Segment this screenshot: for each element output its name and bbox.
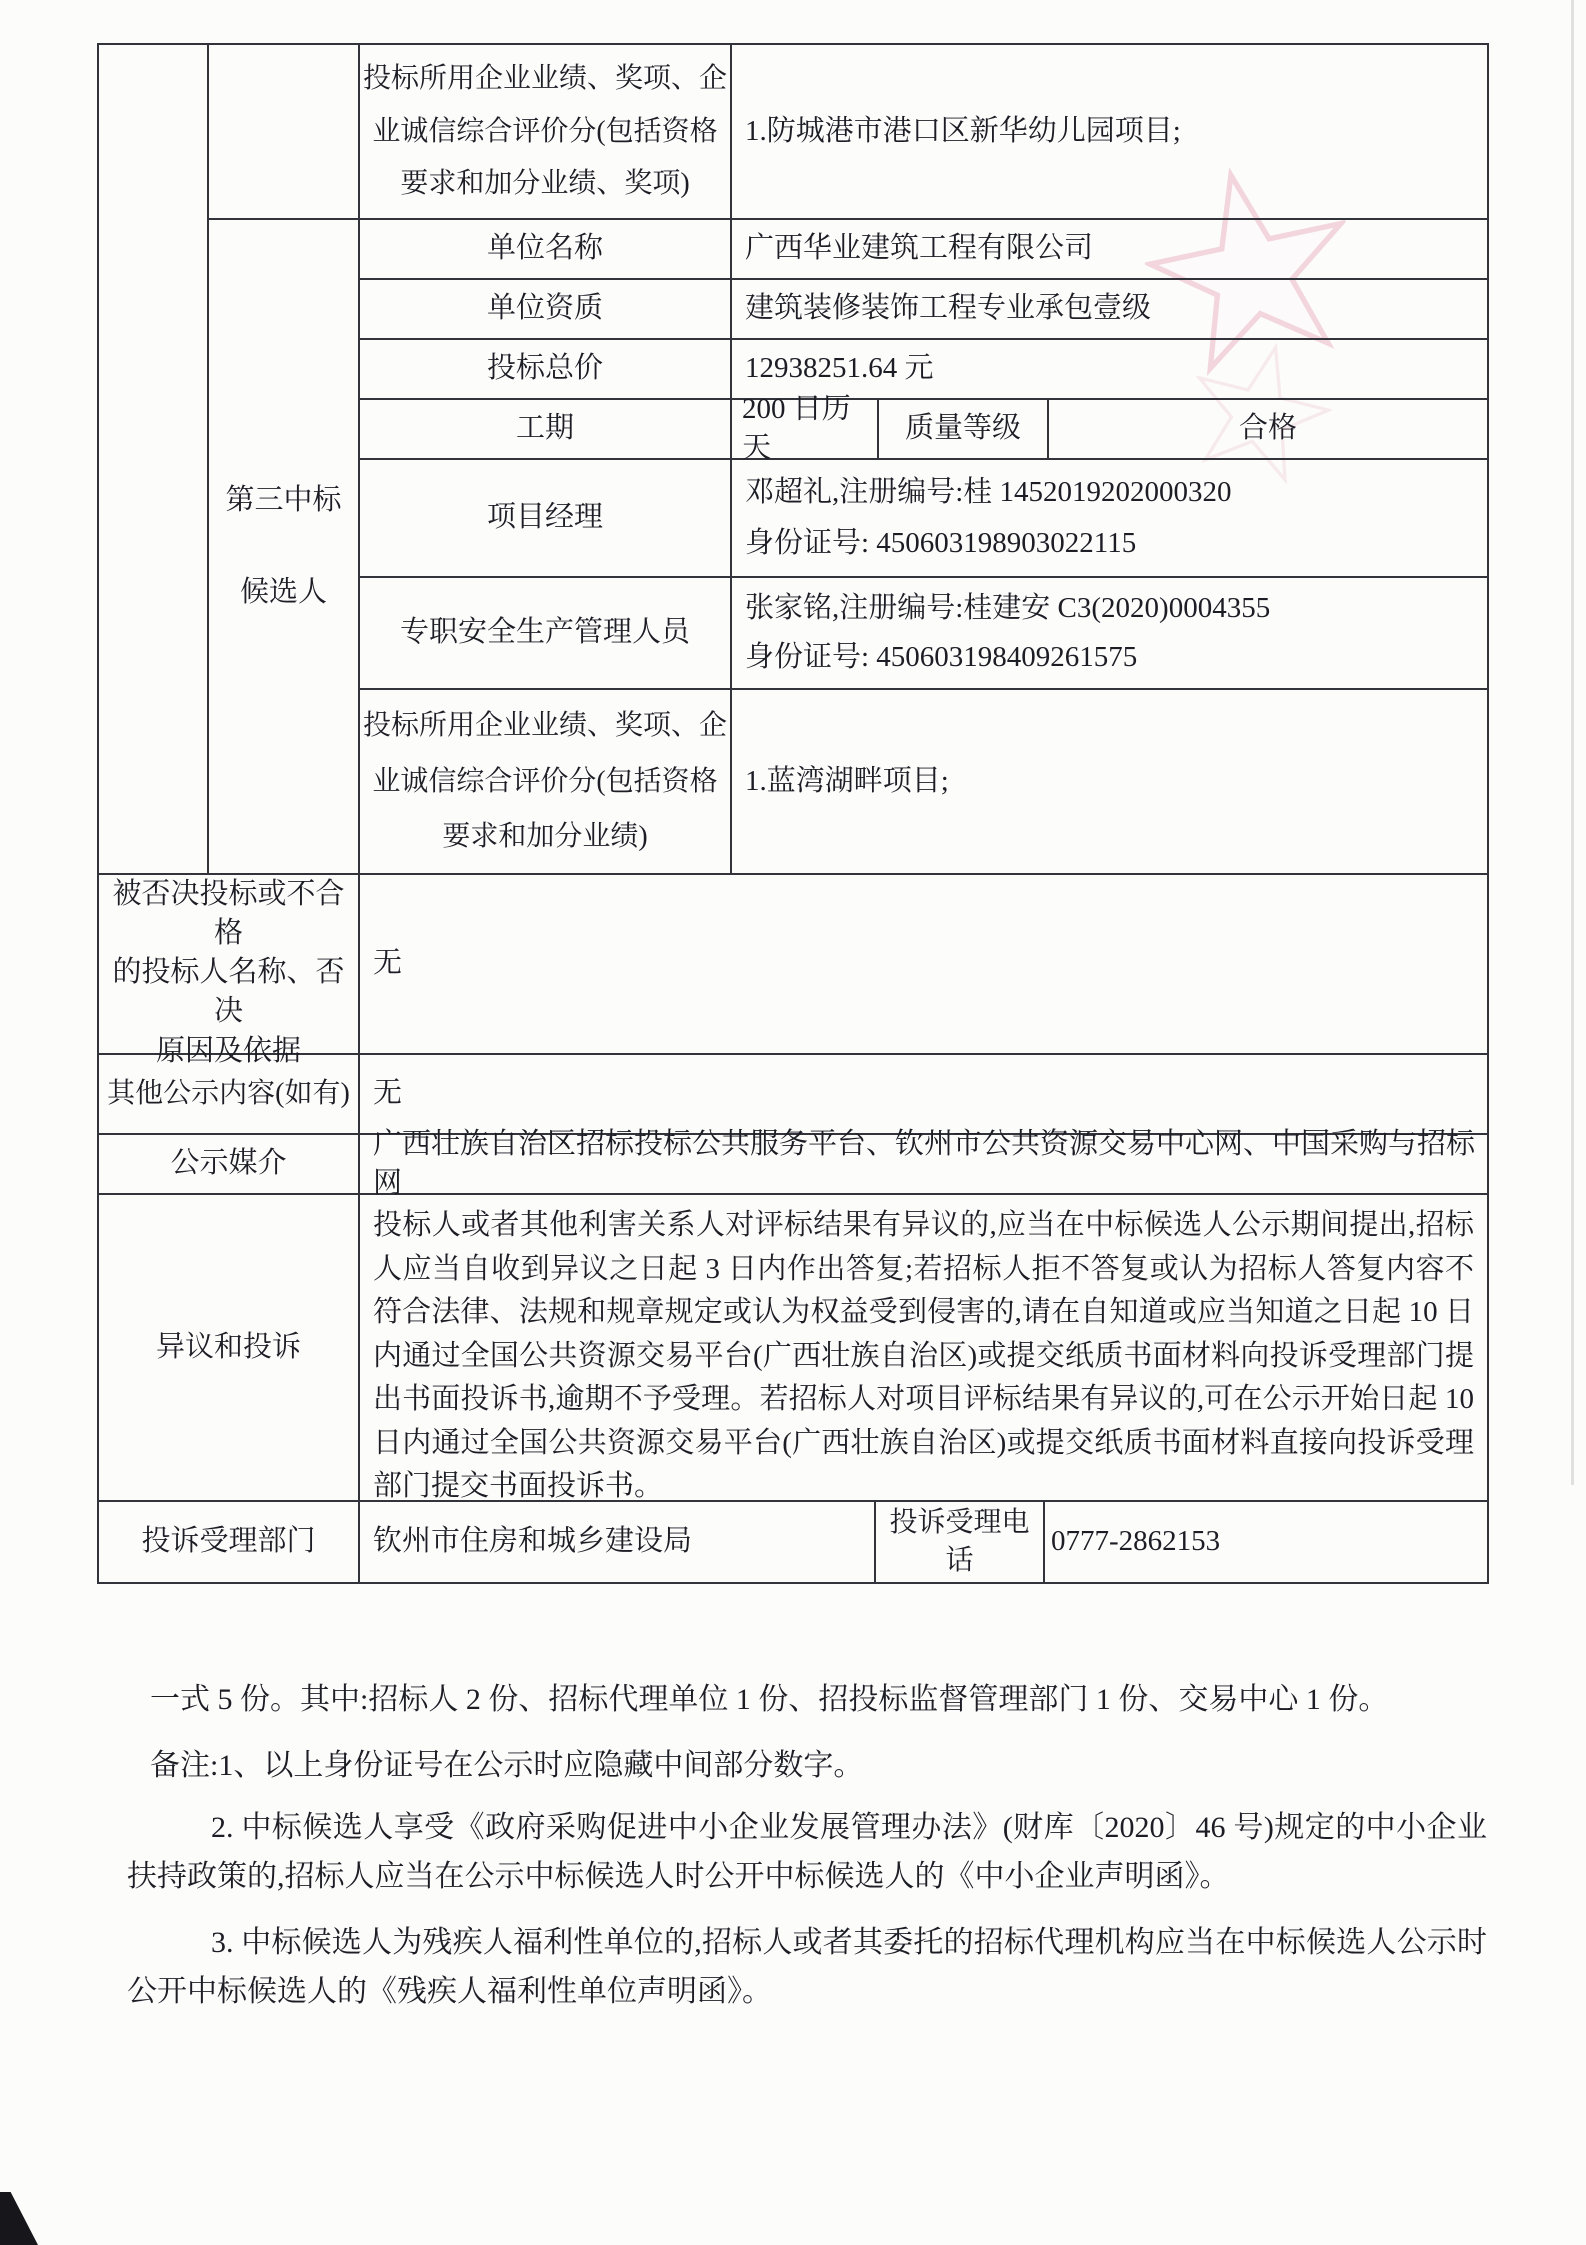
perf-bottom-value: 1.蓝湾湖畔项目; — [732, 690, 1487, 875]
duration-value: 200 日历天 — [732, 400, 879, 460]
complaint-phone-label: 投诉受理电话 — [876, 1502, 1045, 1582]
safety-officer-label: 专职安全生产管理人员 — [360, 578, 732, 690]
complaint-dept-label: 投诉受理部门 — [99, 1502, 360, 1582]
remark-note-3: 3. 中标候选人为残疾人福利性单位的,招标人或者其委托的招标代理机构应当在中标候选人公示时公开中标候选人的《残疾人福利性单位声明函》。 — [127, 1926, 1487, 2008]
objection-value: 投标人或者其他利害关系人对评标结果有异议的,应当在中标候选人公示期间提出,招标人应当自收到异议之日起 3 日内作出答复;若招标人拒不答复或认为招标人答复内容不符合法律、法规和规章规定或认为权益受到侵害的,请在自知道或应当知道之日起 10 日内通过全国公共资源交易平台(广西壮族自治区)或提交纸质书面材料向投诉受理部门提出书面投诉书,逾期不予受理。若招标人对项目评标结果有异议的,可在公示开始日起 10 日内通过全国公共资源交易平台(广西壮族自治区)或提交纸质书面材料直接向投诉受理部门提交书面投诉书。 — [360, 1195, 1487, 1502]
project-manager-line2: 身份证号: 450603198903022115 — [745, 527, 1137, 560]
perf-bottom-label-line3: 要求和加分业绩) — [442, 820, 648, 852]
bid-candidates-table — [97, 43, 1489, 1584]
copies-note: 一式 5 份。其中:招标人 2 份、招标代理单位 1 份、招投标监督管理部门 1 份、交易中心 1 份。 — [150, 1683, 1389, 1716]
safety-officer-value — [732, 578, 1487, 690]
candidate-label-line1: 第三中标 — [225, 484, 342, 517]
media-value: 广西壮族自治区招标投标公共服务平台、钦州市公共资源交易中心网、中国采购与招标网 — [360, 1135, 1487, 1195]
quality-grade-value: 合格 — [1049, 400, 1487, 460]
safety-officer-line2: 身份证号: 450603198409261575 — [745, 641, 1138, 674]
scan-edge-artifact — [1571, 0, 1574, 1485]
rejected-bids-label — [99, 875, 360, 1067]
unit-qualification-value: 建筑装修装饰工程专业承包壹级 — [732, 280, 1487, 340]
unit-name-label: 单位名称 — [360, 220, 732, 280]
remark-note-1: 备注:1、以上身份证号在公示时应隐藏中间部分数字。 — [150, 1749, 864, 1782]
corner-smudge-artifact — [0, 2192, 38, 2245]
perf-top-label — [360, 45, 732, 220]
complaint-dept-value: 钦州市住房和城乡建设局 — [360, 1502, 876, 1582]
project-manager-line1: 邓超礼,注册编号:桂 1452019202000320 — [745, 475, 1232, 508]
empty-gutter-cell — [99, 45, 209, 875]
quality-grade-label: 质量等级 — [879, 400, 1049, 460]
unit-name-value: 广西华业建筑工程有限公司 — [732, 220, 1487, 280]
objection-label: 异议和投诉 — [99, 1195, 360, 1502]
candidate-label-line2: 候选人 — [239, 575, 327, 608]
bid-price-label: 投标总价 — [360, 340, 732, 400]
perf-bottom-label-line2: 业诚信综合评价分(包括资格 — [372, 765, 718, 797]
perf-top-label-line2: 业诚信综合评价分(包括资格 — [372, 115, 718, 147]
rejected-label-line2: 的投标人名称、否决 — [112, 956, 345, 1028]
rejected-label-line1: 被否决投标或不合格 — [112, 878, 345, 950]
rejected-label-line3: 原因及依据 — [155, 1034, 301, 1067]
perf-top-value: 1.防城港市港口区新华幼儿园项目; — [732, 45, 1487, 220]
perf-bottom-label-line1: 投标所用企业业绩、奖项、企 — [362, 710, 727, 742]
media-label: 公示媒介 — [99, 1135, 360, 1195]
safety-officer-line1: 张家铭,注册编号:桂建安 C3(2020)0004355 — [745, 591, 1271, 624]
other-content-value: 无 — [360, 1055, 1487, 1135]
candidate-section-label — [209, 220, 360, 875]
other-content-label: 其他公示内容(如有) — [99, 1055, 360, 1135]
unit-qualification-label: 单位资质 — [360, 280, 732, 340]
complaint-phone-value: 0777-2862153 — [1051, 1525, 1221, 1558]
remark-note-2: 2. 中标候选人享受《政府采购促进中小企业发展管理办法》(财库〔2020〕46 号)规定的中小企业扶持政策的,招标人应当在公示中标候选人时公开中标候选人的《中小企业声明函》。 — [127, 1811, 1487, 1893]
perf-top-label-line1: 投标所用企业业绩、奖项、企 — [362, 62, 727, 94]
perf-bottom-label — [360, 690, 732, 875]
bid-price-value: 12938251.64 元 — [732, 340, 1487, 400]
duration-label: 工期 — [360, 400, 732, 460]
perf-top-label-line3: 要求和加分业绩、奖项) — [400, 168, 690, 200]
project-manager-label: 项目经理 — [360, 460, 732, 578]
empty-cell — [209, 45, 360, 220]
project-manager-value — [732, 460, 1487, 578]
rejected-bids-value: 无 — [360, 875, 1487, 1055]
